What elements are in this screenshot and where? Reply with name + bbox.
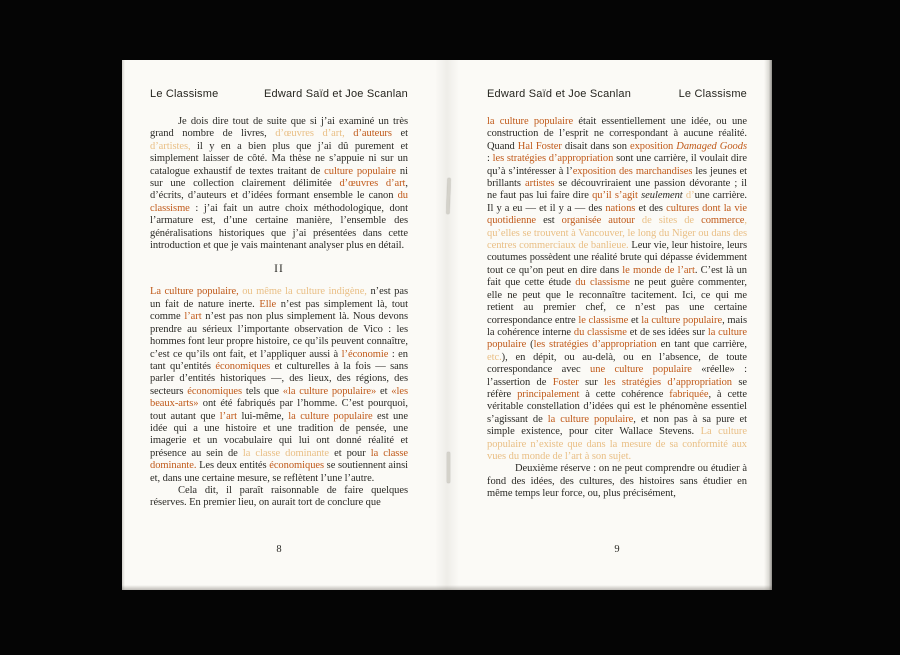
page-right — [447, 60, 772, 590]
text-run: qu’il s’agit — [592, 190, 638, 202]
text-run: Elle — [259, 298, 277, 310]
text-run: ( — [526, 339, 534, 351]
text-run: était essentiellement une idée, ou une construction de l’esprit ne correspondant à aucune réalité. Quand — [487, 116, 747, 152]
text-run: la culture populaire — [641, 314, 723, 326]
text-run: économiques — [187, 385, 243, 397]
text-run: artistes — [525, 178, 555, 190]
text-run: en tant que carrière, — [656, 339, 747, 351]
text-run: ne peut guère commenter, elle ne peut que le reconnaître tacitement. Ici, ce qui me retient au premier chef, ce n’est pas une certaine correspondance entre — [487, 277, 747, 326]
text-run: , et non pas à sa pure et simple existence, pour citer Wallace Stevens. — [487, 413, 747, 438]
text-run: et — [391, 128, 408, 140]
text-run: le classisme — [578, 314, 629, 326]
text-run: Deuxième réserve : on ne peut comprendre ou étudier à fond des idées, des cultures, des histoires sans étudier en même temps leur force, ou, plus précisément, — [487, 463, 747, 500]
text-run: l’économie — [341, 348, 389, 360]
text-run: Je dois dire tout de suite que si j’ai examiné un très grand nombre de livres, — [150, 116, 408, 140]
book-spread — [122, 60, 772, 590]
text-run: , d’écrits, d’auteurs et d’idées formant ensemble le canon — [150, 178, 408, 202]
text-run: et — [628, 314, 642, 326]
text-run: . C’est là un fait que cette étude — [487, 264, 747, 289]
text-run: d’œuvres d’art, — [275, 128, 345, 140]
page-number: 9 — [614, 544, 620, 555]
text-run: exposition des marchandises — [572, 165, 693, 177]
text-run: et de ses idées sur — [626, 326, 708, 338]
text-run: : en tant qu’entités — [150, 348, 408, 372]
text-run: tels que — [242, 385, 283, 397]
text-run: fabriquée — [669, 388, 709, 400]
text-run: n’est pas un fait de nature inerte. — [150, 286, 408, 310]
text-run: se découvriraient une passion dévorante ; il ne faut pas lui faire dire — [487, 178, 747, 202]
text-run: , mais la cohérence interne — [487, 314, 747, 338]
text-run: Leur vie, leur histoire, leurs coutumes possèdent une réalité brute qui dépasse évidemment tout ce qu’on peut en dire dans — [487, 240, 747, 276]
text-run: etc. — [487, 351, 502, 363]
text-run: ni sur une collection clairement délimitée — [150, 165, 408, 190]
running-header-title: Le Classisme — [678, 88, 747, 100]
text-run: du classisme — [575, 277, 630, 289]
text-run: du classisme — [573, 326, 627, 338]
text-run: la culture populaire — [487, 116, 574, 127]
paragraph — [487, 463, 747, 500]
text-run: se réfère — [487, 376, 747, 400]
text-run: n’est pas simplement là, tout comme — [150, 298, 408, 323]
text-run: sur — [578, 376, 605, 388]
text-run: économiques — [269, 460, 325, 472]
text-run: cultures dont la vie quotidienne — [487, 202, 747, 227]
text-run: , qu’elles se trouvent à Vancouver, le long du Niger ou dans des centres commerciaux de banlieue. — [487, 215, 747, 252]
text-run: du classisme — [150, 190, 408, 214]
text-run: , à cette véritable constellation d’idées qui est le phénomène essentiel s’agissant de — [487, 388, 748, 425]
paragraph — [150, 286, 408, 485]
text-run: et — [376, 385, 392, 397]
text-run: exposition — [629, 140, 677, 152]
text-run — [345, 128, 354, 139]
text-run: et culturelles à la fois — sans parler d’entités historiques —, des lieux, des régions, des secteurs — [150, 360, 408, 397]
text-run: et des — [635, 202, 667, 214]
text-run: les stratégies d’appropriation — [604, 376, 732, 388]
text-run: les stratégies d’appropriation — [533, 339, 657, 351]
text-run: «réelle» : l’assertion de — [487, 364, 747, 388]
running-header-authors: Edward Saïd et Joe Scanlan — [487, 88, 632, 100]
text-run: ), en dépit, ou au-delà, ou en l’absence, de toute correspondance avec — [487, 351, 747, 376]
text-run: lui-même, — [237, 410, 289, 422]
text-run: Cela dit, il paraît raisonnable de faire quelques réserves. En premier lieu, on aurait tort de conclure que — [150, 484, 408, 509]
text-run: principalement — [517, 388, 580, 400]
paragraph — [150, 485, 408, 510]
text-run: une carrière. Il y a eu — et il y a — des — [487, 190, 748, 214]
text-run: économiques — [215, 360, 271, 372]
text-run: se soutiennent ainsi et, dans une certaine mesure, se reflètent l’une l’autre. — [150, 460, 408, 484]
text-run: «les beaux-arts» — [150, 385, 408, 410]
page-left — [122, 60, 447, 590]
text-run: la culture populaire — [547, 413, 634, 425]
running-header-authors: Edward Saïd et Joe Scanlan — [263, 88, 408, 100]
text-run: Damaged Goods — [676, 140, 747, 152]
text-run: les jeunes et brillants — [487, 165, 747, 190]
text-run: la classe dominante. — [150, 447, 408, 472]
text-run: culture populaire — [324, 165, 397, 177]
text-run: une culture populaire — [590, 364, 692, 376]
paragraph — [487, 116, 747, 463]
text-run: à cette cohérence — [579, 388, 670, 400]
text-run: d’artistes, — [150, 140, 191, 152]
text-run: l’art — [184, 311, 202, 323]
text-run: est une idée qui a une histoire et une tradition de pensée, une imagerie et un vocabulaire qui lui ont donné réalité et présence au sein de — [150, 410, 408, 459]
running-header — [487, 88, 747, 100]
page-body-top — [150, 116, 408, 252]
text-run — [635, 215, 642, 226]
staple-icon — [447, 452, 450, 483]
text-run: d’ — [685, 190, 695, 202]
paragraph — [150, 116, 408, 252]
text-run: la culture populaire — [487, 326, 747, 351]
page-body-bottom — [150, 286, 408, 509]
text-run: : j’ai fait un autre choix méthodologique, dont l’armature est, d’une certaine manière, l’ensemble des généralisations historiques que j’ai présentées dans cette introduction et que je vais maintenant analyser plus en détail. — [150, 202, 408, 252]
text-run: n’est pas non plus simplement là. Nous devons prendre au sérieux l’importante observation de Vico : les hommes font leur propre histoire, ce qu’ils peuvent connaître, c’est ce qu’ils ont fait, et l’appliquer aussi à — [150, 311, 408, 360]
text-run: sont une carrière, il voulait dire qu’à s’intéresser à l’ — [487, 153, 747, 177]
text-run: la classe dominante — [242, 447, 330, 459]
text-run: seulement — [641, 190, 683, 202]
text-run: d’œuvres d’art — [339, 178, 406, 190]
page-number: 8 — [276, 544, 282, 555]
section-heading: II — [274, 263, 284, 276]
text-run: l’art — [219, 410, 238, 422]
text-run: d’auteurs — [353, 128, 392, 140]
text-run: Les deux entités — [196, 460, 270, 472]
text-run: La culture populaire n’existe que dans la mesure de sa conformité aux vues du monde de l’art à son sujet. — [487, 426, 747, 462]
text-run: Foster — [552, 376, 579, 388]
text-run: Hal Foster — [517, 140, 562, 152]
text-run: les stratégies d’appropriation — [492, 153, 614, 165]
text-run: «la culture populaire» — [282, 385, 377, 397]
text-run: : — [487, 153, 493, 165]
text-run: la culture populaire — [288, 410, 373, 422]
text-run: disait dans son — [561, 140, 630, 152]
text-run: La culture populaire, — [150, 286, 239, 298]
text-run: et pour — [329, 447, 371, 459]
text-run: il y en a bien plus que j’ai dû purement et simplement laisser de côté. Ma thèse ne s’appuie ni sur un catalogue exhaustif de textes traitant de — [150, 140, 408, 177]
text-run: organisée autour — [561, 215, 635, 227]
running-header-title: Le Classisme — [150, 88, 219, 100]
text-run: ont été fabriqués par l’homme. C’est pourquoi, tout autant que — [150, 398, 408, 422]
text-run: le monde de l’art — [622, 264, 695, 276]
text-run: de sites de — [641, 215, 695, 227]
text-run: est — [536, 215, 562, 227]
running-header — [150, 88, 408, 100]
text-run: nations — [605, 202, 636, 214]
page-body — [487, 116, 747, 501]
text-run: commerce — [701, 215, 745, 227]
text-run: ou même la culture indigène, — [242, 286, 367, 298]
